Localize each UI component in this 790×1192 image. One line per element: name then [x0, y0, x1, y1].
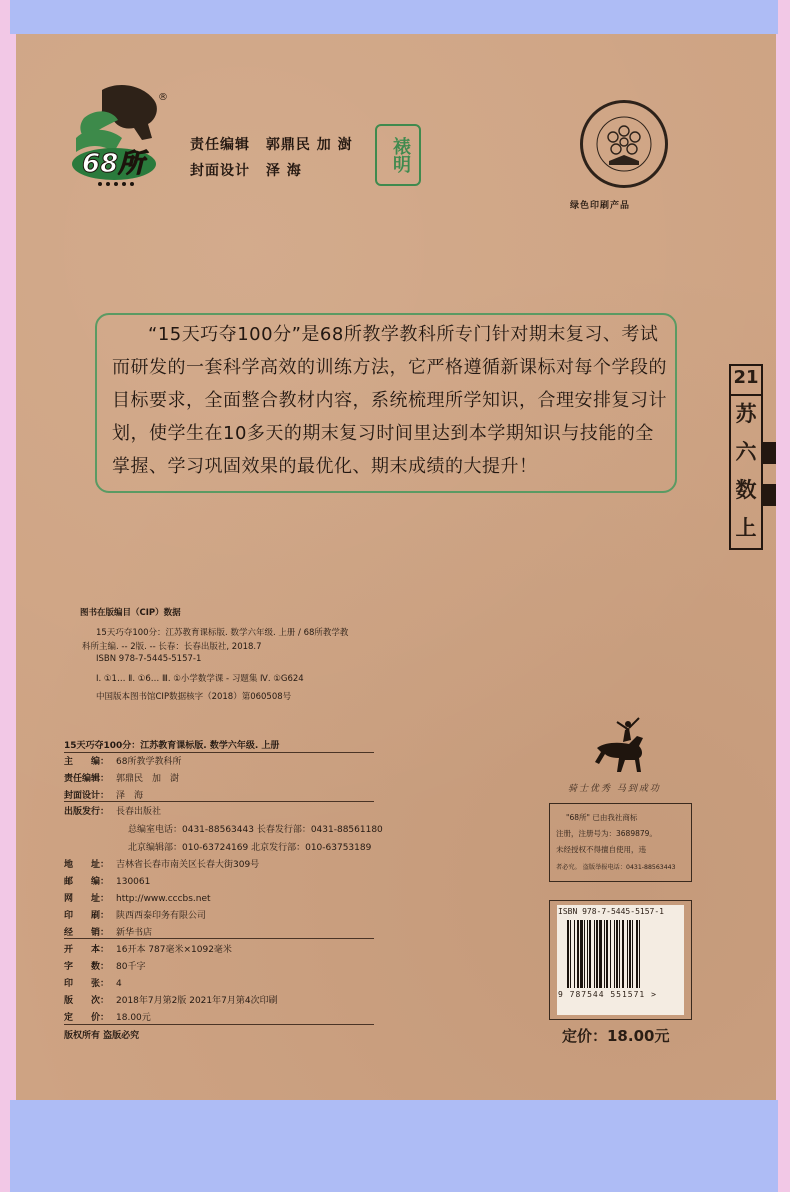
beijing-phones: 北京编辑部：010-63724169 北京发行部：010-63753189: [128, 843, 372, 853]
divider: [64, 801, 374, 802]
barcode-bar: [616, 920, 618, 988]
designer-seal: 裱明: [375, 124, 421, 186]
info-key: 地 址：: [64, 860, 110, 870]
trademark-line: 注册，注册号为：3689879。: [556, 829, 657, 838]
info-value: 2018年7月第2版 2021年7月第4次印刷: [116, 996, 278, 1006]
info-key: 邮 编：: [64, 877, 110, 887]
green-print-caption: 绿色印刷产品: [570, 201, 631, 211]
info-value: 吉林省长春市南关区长春大街309号: [116, 860, 260, 870]
barcode-bar: [580, 920, 583, 988]
barcode-bar: [567, 920, 569, 988]
barcode-bar: [589, 920, 591, 988]
cip-line: 15天巧夺100分：江苏教育课标版. 数学六年级. 上册 / 68所教学教: [96, 628, 349, 638]
trademark-line: 未经授权不得擅自使用，违: [556, 845, 646, 854]
barcode-bar: [584, 920, 585, 988]
intro-text: “15天巧夺100分”是68所教学教科所专门针对期末复习、考试而研发的一套科学高效的训练方法，它严格遵循新课标对每个学段的目标要求，全面整合教材内容，系统梳理所学知识，合理安排复习计划，使学生在10多天的期末复习时间里达到本学期知识与技能的全掌握、学习巩固效果的最优化、期末成绩的大提升！: [112, 324, 667, 477]
info-value: 16开本 787毫米×1092毫米: [116, 945, 232, 955]
barcode-bar: [610, 920, 611, 988]
barcode-bar: [619, 920, 620, 988]
info-value: 18.00元: [116, 1013, 151, 1023]
info-key: 定 价：: [64, 1013, 110, 1023]
trademark-line: "68所" 已由我社商标: [566, 813, 638, 822]
cip-line: Ⅰ. ①1… Ⅱ. ①6… Ⅲ. ①小学数学课 - 习题集 Ⅳ. ①G624: [96, 674, 304, 684]
bottom-margin: [0, 1100, 790, 1192]
info-value: http://www.cccbs.net: [116, 894, 211, 904]
barcode-bar: [614, 920, 615, 988]
info-key: 版 次：: [64, 996, 110, 1006]
info-value: 郭鼎民 加 澍: [116, 774, 180, 784]
barcode-bar: [574, 920, 575, 988]
design-label: 封面设计: [190, 163, 250, 179]
info-key: 印 刷：: [64, 911, 110, 921]
info-key: 经 销：: [64, 928, 110, 938]
barcode-bar: [622, 920, 624, 988]
cip-title: 图书在版编目（CIP）数据: [80, 608, 181, 618]
left-edge: [0, 0, 10, 1192]
barcode-bar: [604, 920, 605, 988]
motto: 骑士优秀 马到成功: [568, 784, 661, 794]
info-value: 長春出版社: [116, 807, 162, 817]
office-phones: 总编室电话：0431-88563443 长春发行部：0431-88561180: [128, 825, 383, 835]
info-value: 4: [116, 979, 122, 989]
barcode-bar: [570, 920, 571, 988]
divider: [64, 938, 374, 939]
info-value: 陕西西泰印务有限公司: [116, 911, 207, 921]
info-key: 开 本：: [64, 945, 110, 955]
barcode-bar: [629, 920, 631, 988]
barcode-bar: [577, 920, 579, 988]
edge-tab: [763, 442, 776, 464]
ean-digits: 9 787544 551571 >: [558, 990, 657, 999]
info-value: 80千字: [116, 962, 146, 972]
spine-divider: [729, 394, 763, 396]
cip-line: 科所主编. -- 2版. -- 长春：长春出版社, 2018.7: [82, 642, 262, 652]
top-margin: [0, 0, 790, 34]
info-key: 主 编：: [64, 757, 110, 767]
cip-line: ISBN 978-7-5445-5157-1: [96, 654, 202, 664]
right-edge: [778, 0, 790, 1192]
spine-char-shu: 数: [735, 478, 757, 502]
trademark-line: 者必究。 盗版举报电话：0431-88563443: [556, 864, 676, 871]
design-credit: [190, 160, 302, 180]
isbn-text: ISBN 978-7-5445-5157-1: [558, 907, 664, 916]
editor-label: 责任编辑: [190, 137, 250, 153]
edge-tab: [763, 484, 776, 506]
editor-value: 郭鼎民 加 澍: [265, 137, 353, 153]
info-key: 网 址：: [64, 894, 110, 904]
book-title: 15天巧夺100分：江苏教育课标版. 数学六年级. 上册: [64, 741, 280, 751]
horse-rider-icon: [585, 712, 655, 782]
copyright-notice: 版权所有 盗版必究: [64, 1031, 140, 1041]
barcode-bar: [606, 920, 608, 988]
divider: [64, 752, 374, 753]
horse-logo-icon: [62, 80, 170, 190]
barcode-bar: [627, 920, 628, 988]
info-key: 封面设计：: [64, 791, 110, 801]
cip-line: 中国版本图书馆CIP数据核字（2018）第060508号: [96, 692, 292, 702]
logo-text: 68所: [82, 149, 145, 179]
barcode-bar: [636, 920, 638, 988]
spine-char-su: 苏: [735, 402, 757, 426]
info-key: 印 张：: [64, 979, 110, 989]
divider: [64, 1024, 374, 1025]
spine-number: 21: [733, 367, 759, 388]
barcode-bar: [587, 920, 588, 988]
info-value: 泽 海: [116, 791, 144, 801]
spine-char-liu: 六: [735, 440, 757, 464]
info-key: 责任编辑：: [64, 774, 110, 784]
info-value: 68所教学教科所: [116, 757, 182, 767]
info-key: 出版发行：: [64, 807, 110, 817]
editor-credit: [190, 134, 353, 154]
barcode-bar: [639, 920, 640, 988]
spine-char-shang: 上: [735, 516, 757, 540]
design-value: 泽 海: [265, 163, 302, 179]
info-value: 130061: [116, 877, 151, 887]
info-value: 新华书店: [116, 928, 153, 938]
barcode-bar: [596, 920, 598, 988]
info-key: 字 数：: [64, 962, 110, 972]
barcode-bar: [632, 920, 633, 988]
barcode-icon: [565, 920, 675, 988]
barcode-bar: [594, 920, 595, 988]
eco-label-icon: [580, 100, 668, 188]
registered-mark: ®: [158, 92, 168, 103]
barcode-bar: [599, 920, 602, 988]
price-label: 定价：18.00元: [562, 1027, 670, 1045]
